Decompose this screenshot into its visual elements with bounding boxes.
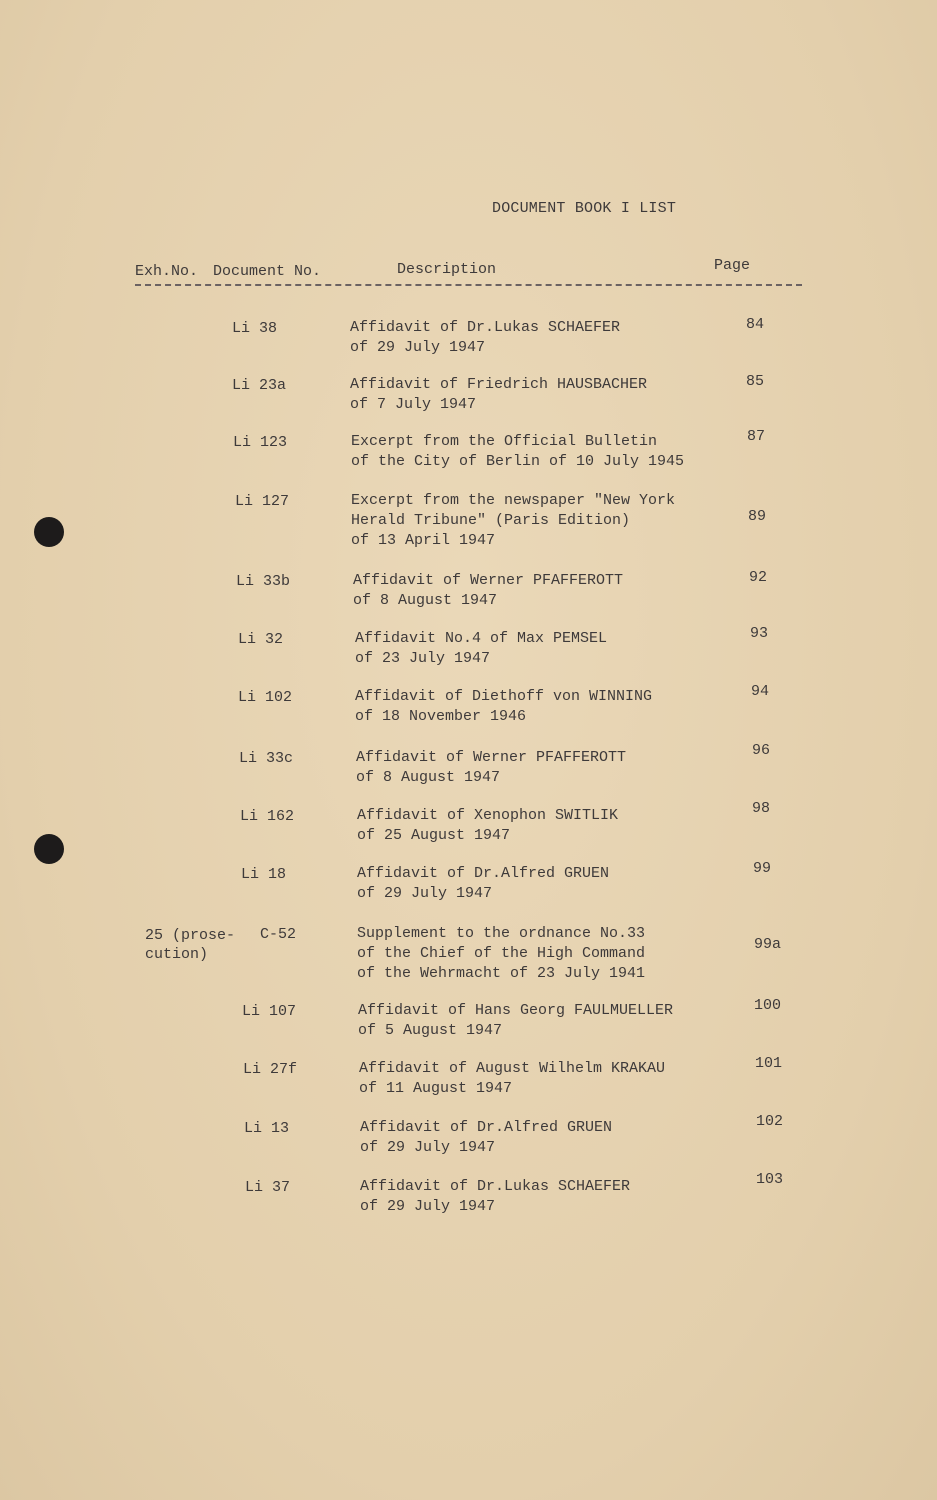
page-number: 103 — [756, 1171, 784, 1188]
table-row — [0, 1055, 937, 1119]
page-number: 101 — [755, 1055, 783, 1072]
page-number: 92 — [749, 569, 768, 586]
description — [356, 748, 626, 788]
page-number: 96 — [752, 742, 771, 759]
page-number: 85 — [746, 373, 765, 390]
table-row — [0, 625, 937, 689]
document-number: Li 37 — [245, 1179, 291, 1196]
document-number: Li 27f — [243, 1061, 298, 1078]
table-row — [0, 428, 937, 492]
description-line: Herald Tribune" (Paris Edition) — [351, 512, 631, 529]
table-row — [0, 860, 937, 924]
description-line: of the City of Berlin of 10 July 1945 — [351, 453, 685, 470]
description — [357, 864, 609, 904]
description-line: Affidavit of Diethoff von WINNING — [355, 688, 653, 705]
description-line: Affidavit of Dr.Lukas SCHAEFER — [360, 1178, 631, 1195]
header-document-no: Document No. — [213, 263, 322, 280]
description-line: Affidavit of Xenophon SWITLIK — [357, 807, 619, 824]
table-row — [0, 571, 937, 631]
description-line: Affidavit of Dr.Alfred GRUEN — [357, 865, 610, 882]
page-number: 93 — [750, 625, 769, 642]
page-number: 89 — [748, 508, 767, 525]
description — [355, 629, 607, 669]
description — [359, 1059, 665, 1099]
table-row — [0, 375, 937, 435]
description — [355, 687, 652, 727]
description-line: of 11 August 1947 — [359, 1080, 513, 1097]
description — [351, 432, 684, 472]
table-row — [0, 800, 937, 866]
page-number: 99a — [754, 936, 782, 953]
page-number: 99 — [753, 860, 772, 877]
document-number: Li 23a — [232, 377, 287, 394]
document-number: Li 13 — [244, 1120, 290, 1137]
description-line: Affidavit of Werner PFAFFEROTT — [353, 572, 624, 589]
header-exh-no: Exh.No. — [135, 263, 199, 280]
header-description: Description — [397, 261, 497, 278]
description-line: of the Chief of the High Command — [357, 945, 646, 962]
description-line: of 25 August 1947 — [357, 827, 511, 844]
page-number: 98 — [752, 800, 771, 817]
description — [351, 491, 675, 551]
description-line: Affidavit No.4 of Max PEMSEL — [355, 630, 608, 647]
description-line: Affidavit of Dr.Lukas SCHAEFER — [350, 319, 621, 336]
description — [357, 806, 618, 846]
page-number: 94 — [751, 683, 770, 700]
description — [350, 375, 647, 415]
description-line: Affidavit of Dr.Alfred GRUEN — [360, 1119, 613, 1136]
document-number: Li 32 — [238, 631, 284, 648]
description — [353, 571, 623, 611]
document-number: C-52 — [260, 926, 297, 943]
header-divider — [135, 284, 802, 286]
page-number: 84 — [746, 316, 765, 333]
document-number: Li 33c — [239, 750, 294, 767]
description-line: of 8 August 1947 — [356, 769, 501, 786]
description-line: of 13 April 1947 — [351, 532, 496, 549]
description-line: of 29 July 1947 — [360, 1139, 496, 1156]
description-line: of 29 July 1947 — [357, 885, 493, 902]
document-number: Li 123 — [233, 434, 288, 451]
document-number: Li 18 — [241, 866, 287, 883]
document-number: Li 102 — [238, 689, 293, 706]
description-line: of 8 August 1947 — [353, 592, 498, 609]
table-row — [0, 318, 937, 378]
table-row — [0, 683, 937, 747]
table-row — [0, 997, 937, 1061]
table-row — [0, 1113, 937, 1178]
exhibit-number-line: 25 (prose- — [145, 927, 236, 944]
document-number: Li 38 — [232, 320, 278, 337]
table-row — [0, 924, 937, 984]
exhibit-number-line: cution) — [145, 946, 209, 963]
document-number: Li 107 — [242, 1003, 297, 1020]
description-line: of 18 November 1946 — [355, 708, 527, 725]
description-line: of 29 July 1947 — [360, 1198, 496, 1215]
description — [360, 1118, 612, 1158]
description — [358, 1001, 673, 1041]
description-line: of 29 July 1947 — [350, 339, 486, 356]
description-line: Affidavit of Werner PFAFFEROTT — [356, 749, 627, 766]
document-title: DOCUMENT BOOK I LIST — [492, 200, 677, 217]
description-line: of 7 July 1947 — [350, 396, 477, 413]
page-number: 100 — [754, 997, 782, 1014]
exhibit-number — [145, 926, 235, 964]
document-number: Li 33b — [236, 573, 291, 590]
description-line: Affidavit of August Wilhelm KRAKAU — [359, 1060, 666, 1077]
description — [350, 318, 620, 358]
description-line: Affidavit of Friedrich HAUSBACHER — [350, 376, 648, 393]
description-line: of 5 August 1947 — [358, 1022, 503, 1039]
description-line: Supplement to the ordnance No.33 — [357, 925, 646, 942]
description-line: Excerpt from the Official Bulletin — [351, 433, 658, 450]
page-number: 87 — [747, 428, 766, 445]
table-row — [0, 491, 937, 551]
header-page: Page — [714, 257, 751, 274]
description-line: Affidavit of Hans Georg FAULMUELLER — [358, 1002, 674, 1019]
page-number: 102 — [756, 1113, 784, 1130]
document-number: Li 162 — [240, 808, 295, 825]
description — [360, 1177, 630, 1217]
description — [357, 924, 645, 984]
description-line: of 23 July 1947 — [355, 650, 491, 667]
description-line: Excerpt from the newspaper "New York — [351, 492, 676, 509]
document-number: Li 127 — [235, 493, 290, 510]
table-row — [0, 742, 937, 808]
table-row — [0, 1171, 937, 1237]
description-line: of the Wehrmacht of 23 July 1941 — [357, 965, 646, 982]
